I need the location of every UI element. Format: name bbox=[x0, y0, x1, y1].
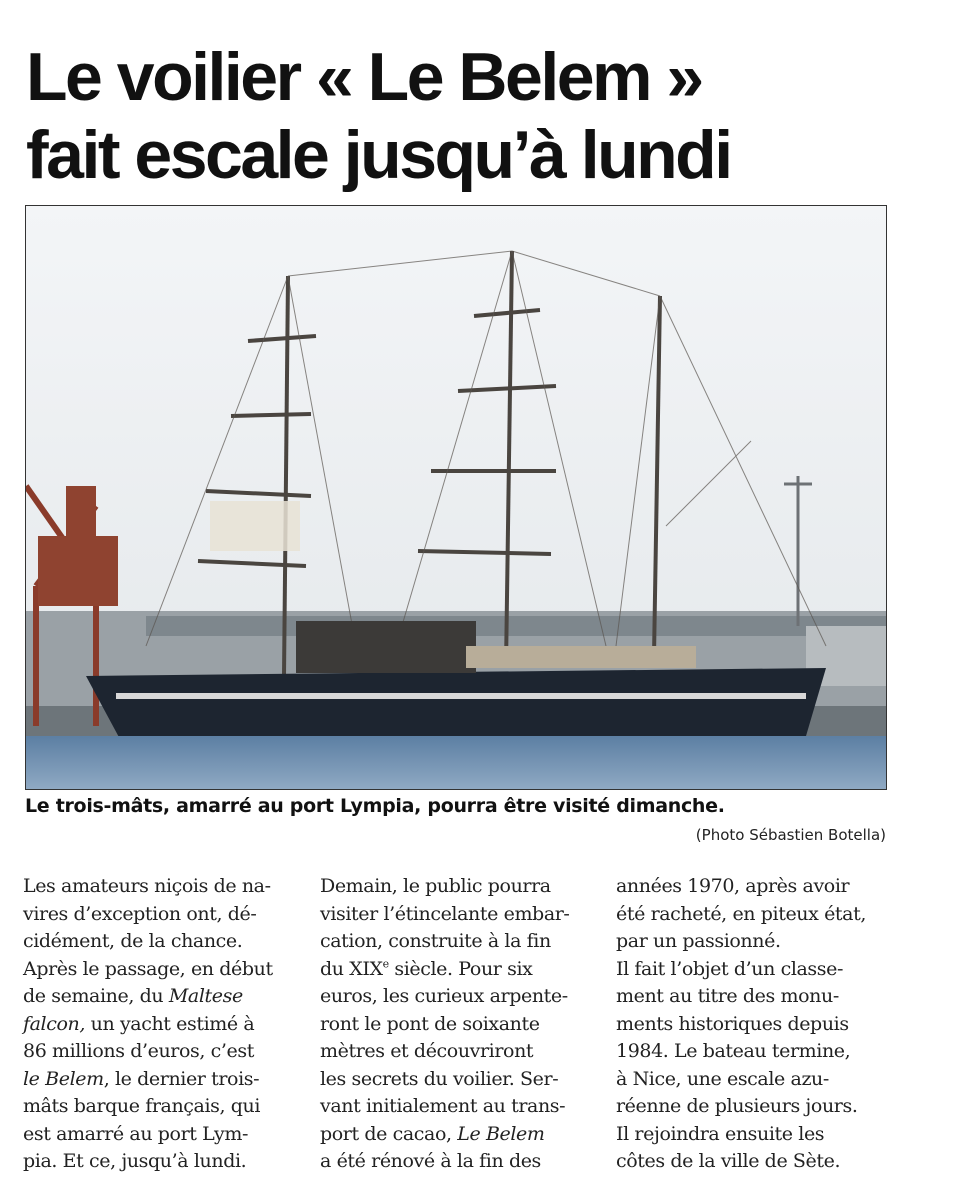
yacht-name-2: falcon, bbox=[23, 1012, 85, 1035]
text-line: vires d’exception ont, dé- bbox=[23, 902, 257, 925]
text-line bbox=[320, 1121, 592, 1149]
text-line bbox=[23, 983, 295, 1011]
text-line bbox=[23, 1011, 295, 1039]
text-segment: de semaine, du bbox=[23, 985, 169, 1007]
text-line: années 1970, après avoir bbox=[616, 875, 850, 897]
text-line: par un passionné. bbox=[616, 930, 781, 952]
text-line: mètres et découvriront bbox=[320, 1040, 534, 1062]
text-segment: siècle. Pour six bbox=[388, 957, 533, 980]
superscript: e bbox=[382, 957, 389, 971]
headline-line-1: Le voilier « Le Belem » bbox=[26, 39, 702, 115]
article-column-1 bbox=[23, 873, 295, 1176]
text-line: 1984. Le bateau termine, bbox=[616, 1040, 851, 1062]
text-line bbox=[23, 1066, 295, 1094]
text-line: Il rejoindra ensuite les bbox=[616, 1122, 825, 1145]
ship-name: le Belem bbox=[23, 1067, 104, 1090]
yacht-name: Maltese bbox=[168, 985, 243, 1007]
text-line: cation, construite à la fin bbox=[320, 930, 551, 952]
ship-name: Le Belem bbox=[457, 1122, 545, 1145]
text-line: réenne de plusieurs jours. bbox=[616, 1095, 858, 1117]
text-line: ment au titre des monu- bbox=[616, 985, 839, 1007]
text-line: pia. Et ce, jusqu’à lundi. bbox=[23, 1150, 247, 1172]
text-line: Les amateurs niçois de na- bbox=[23, 875, 271, 897]
text-line: visiter l’étincelante embar- bbox=[320, 902, 570, 925]
article-column-3 bbox=[616, 873, 888, 1176]
text-segment: , le dernier trois- bbox=[103, 1067, 260, 1090]
text-line: été racheté, en piteux état, bbox=[616, 902, 866, 925]
text-line: mâts barque français, qui bbox=[23, 1095, 261, 1117]
text-line bbox=[320, 956, 592, 984]
text-line: a été rénové à la fin des bbox=[320, 1150, 541, 1172]
text-line: ments historiques depuis bbox=[616, 1012, 849, 1035]
text-line: ront le pont de soixante bbox=[320, 1012, 540, 1035]
text-segment: du XIX bbox=[320, 957, 383, 980]
text-line: euros, les curieux arpente- bbox=[320, 985, 568, 1007]
text-line: cidément, de la chance. bbox=[23, 930, 243, 952]
headline-line-2: fait escale jusqu’à lundi bbox=[26, 117, 731, 193]
text-line: Il fait l’objet d’un classe- bbox=[616, 957, 843, 980]
text-line: côtes de la ville de Sète. bbox=[616, 1150, 841, 1172]
text-line: vant initialement au trans- bbox=[320, 1095, 566, 1117]
text-line: à Nice, une escale azu- bbox=[616, 1067, 829, 1090]
text-segment: un yacht estimé à bbox=[85, 1012, 255, 1035]
text-segment: port de cacao, bbox=[320, 1122, 458, 1145]
text-line: Demain, le public pourra bbox=[320, 875, 551, 897]
article-column-2 bbox=[320, 873, 592, 1176]
text-line: est amarré au port Lym- bbox=[23, 1122, 249, 1145]
ship-photo bbox=[25, 205, 887, 790]
headline bbox=[26, 38, 946, 194]
text-line: les secrets du voilier. Ser- bbox=[320, 1067, 559, 1090]
photo-caption: Le trois-mâts, amarré au port Lympia, pourra être visité dimanche. bbox=[25, 795, 725, 817]
text-line: Après le passage, en début bbox=[23, 957, 273, 980]
photo-credit: (Photo Sébastien Botella) bbox=[695, 826, 886, 844]
text-line: 86 millions d’euros, c’est bbox=[23, 1040, 254, 1062]
